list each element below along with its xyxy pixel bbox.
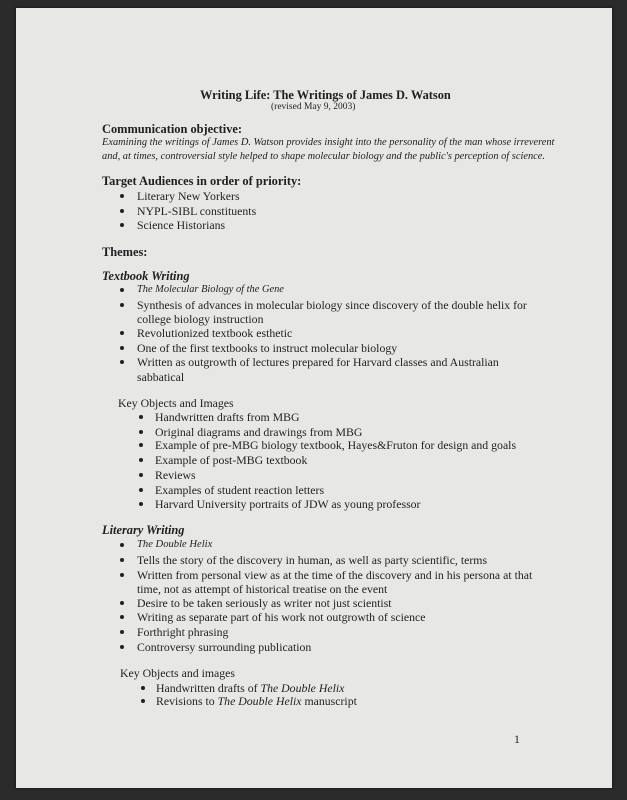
bullet-icon (120, 303, 124, 307)
bullet-icon (139, 458, 143, 462)
item-text: manuscript (301, 694, 357, 708)
objective-text: and, at times, controversial style helped to shape molecular biology and the public's perception of science. (102, 151, 545, 162)
list-item: Examples of student reaction letters (155, 483, 325, 497)
objective-heading: Communication objective: (102, 122, 243, 136)
list-item-continued: college biology instruction (137, 312, 264, 326)
audiences-heading: Target Audiences in order of priority: (102, 174, 302, 188)
list-item (156, 694, 357, 708)
list-item-continued: time, not as attempt of historical treatise on the event (137, 582, 388, 596)
list-item: Reviews (155, 468, 196, 482)
bullet-icon (120, 645, 124, 649)
list-item: Synthesis of advances in molecular biology since discovery of the double helix for (137, 298, 527, 312)
list-item: Forthright phrasing (137, 625, 229, 639)
bullet-icon (141, 686, 145, 690)
item-text: Revisions to (156, 694, 218, 708)
list-item-continued: sabbatical (137, 370, 185, 384)
bullet-icon (139, 473, 143, 477)
list-item: Science Historians (137, 218, 226, 232)
bullet-icon (120, 630, 124, 634)
list-item: Original diagrams and drawings from MBG (155, 425, 363, 439)
list-item: Desire to be taken seriously as writer not just scientist (137, 596, 392, 610)
book-title: The Double Helix (260, 681, 345, 695)
bullet-icon (139, 502, 143, 506)
bullet-icon (141, 699, 145, 703)
list-item: Example of post-MBG textbook (155, 453, 308, 467)
page-number: 1 (514, 732, 520, 746)
list-item: Revolutionized textbook esthetic (137, 326, 293, 340)
list-item: Writing as separate part of his work not outgrowth of science (137, 610, 426, 624)
list-item: One of the first textbooks to instruct molecular biology (137, 341, 398, 355)
list-item: Written as outgrowth of lectures prepared for Harvard classes and Australian (137, 355, 499, 369)
bullet-icon (120, 543, 124, 547)
key-objects-heading: Key Objects and Images (118, 396, 234, 410)
objective-text: Examining the writings of James D. Watson provides insight into the personality of the man whose irreverent (102, 137, 555, 148)
bullet-icon (139, 430, 143, 434)
list-item: Controversy surrounding publication (137, 640, 312, 654)
textbook-heading: Textbook Writing (102, 269, 190, 283)
bullet-icon (120, 331, 124, 335)
list-item: Tells the story of the discovery in human, as well as party scientific, terms (137, 553, 488, 567)
item-text: Handwritten drafts of (156, 681, 261, 695)
list-item (156, 681, 344, 695)
revision-date: (revised May 9, 2003) (271, 102, 356, 112)
list-item: Handwritten drafts from MBG (155, 410, 300, 424)
document-title: Writing Life: The Writings of James D. Watson (200, 88, 451, 102)
book-title: The Double Helix (217, 694, 302, 708)
key-objects-heading: Key Objects and images (120, 666, 235, 680)
themes-heading: Themes: (102, 245, 148, 259)
bullet-icon (120, 209, 124, 213)
list-item: NYPL-SIBL constituents (137, 204, 257, 218)
list-item: Harvard University portraits of JDW as young professor (155, 497, 421, 511)
list-item: Example of pre-MBG biology textbook, Hayes&Fruton for design and goals (155, 438, 517, 452)
list-item: The Molecular Biology of the Gene (137, 284, 284, 295)
bullet-icon (120, 558, 124, 562)
bullet-icon (120, 601, 124, 605)
bullet-icon (120, 288, 124, 292)
bullet-icon (139, 443, 143, 447)
list-item: Written from personal view as at the time of the discovery and in his persona at that (137, 568, 533, 582)
bullet-icon (120, 573, 124, 577)
literary-heading: Literary Writing (102, 523, 185, 537)
list-item: The Double Helix (137, 539, 213, 550)
bullet-icon (120, 615, 124, 619)
bullet-icon (120, 223, 124, 227)
bullet-icon (139, 488, 143, 492)
bullet-icon (120, 346, 124, 350)
bullet-icon (120, 360, 124, 364)
bullet-icon (139, 415, 143, 419)
list-item: Literary New Yorkers (137, 189, 240, 203)
bullet-icon (120, 194, 124, 198)
